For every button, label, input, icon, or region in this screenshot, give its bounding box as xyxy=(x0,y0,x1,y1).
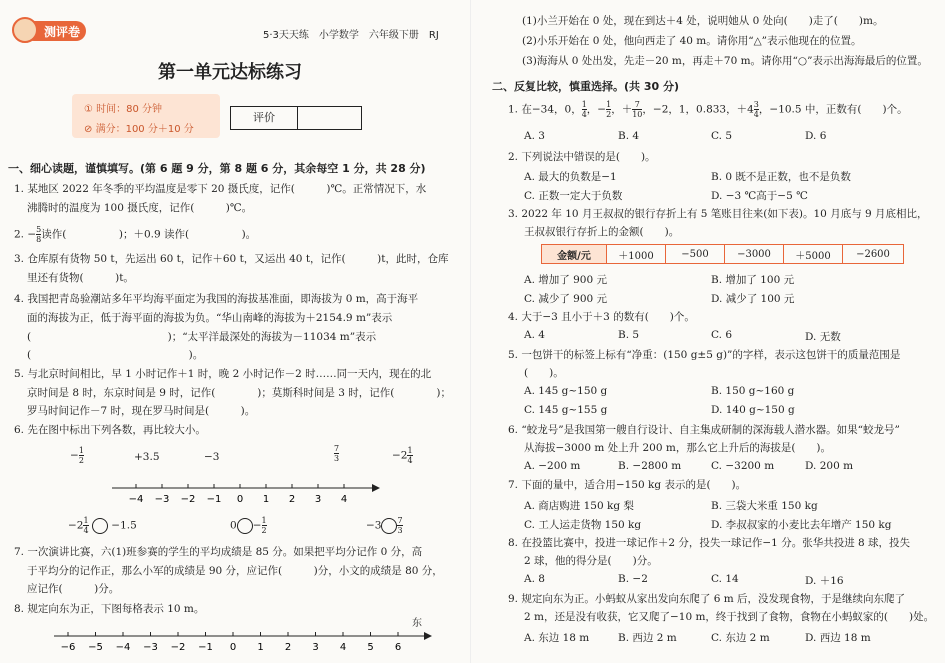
c6-option-c[interactable]: C. −3200 m xyxy=(711,460,775,472)
c8-option-c[interactable]: C. 14 xyxy=(711,573,739,585)
c1-f4-den: 4 xyxy=(753,110,759,119)
c6-option-d[interactable]: D. 200 m xyxy=(805,460,854,472)
money-cell: ＋5000 xyxy=(784,245,843,264)
c1-mid3: ，−2，1，0.833，＋4 xyxy=(642,103,754,116)
r8-part3: (3)海海从 0 处出发，先走－20 m，再走＋70 m。请你用“○”表示出海海最后的位置。 xyxy=(522,55,928,67)
axis-tick-label: 1 xyxy=(262,494,270,505)
section-1-heading: 一、细心读题，谨慎填写。(第 6 题 9 分，第 8 题 6 分，其余每空 1 分，共 28 分) xyxy=(8,162,426,175)
c1-frac3 xyxy=(632,100,642,119)
axis-tick-label: 6 xyxy=(394,642,402,653)
c4-option-c[interactable]: C. 6 xyxy=(711,329,733,341)
c2-option-d[interactable]: D. −3 ℃高于−5 ℃ xyxy=(711,190,808,202)
axis-tick-label: 3 xyxy=(312,642,319,653)
c3-option-c[interactable]: C. 减少了 900 元 xyxy=(524,293,608,305)
q6-n1-fraction xyxy=(79,446,84,465)
c1-f2-num: 1 xyxy=(606,100,612,109)
c1-prefix: 1. 在−34，0， xyxy=(508,103,582,116)
c1-mid2: ，＋ xyxy=(611,103,633,116)
q6-number-3-5: +3.5 xyxy=(134,451,160,463)
check-icon: ⊘ xyxy=(84,124,93,135)
c6-option-a[interactable]: A. −200 m xyxy=(524,460,581,472)
q6-number-neg-3: −3 xyxy=(204,451,220,463)
cmp2-b-num: 1 xyxy=(261,516,267,525)
c7-option-d[interactable]: D. 李叔叔家的小麦比去年增产 150 kg xyxy=(711,519,892,531)
q2 xyxy=(14,225,256,244)
c9-line1: 9. 规定向东为正。小蚂蚁从家出发向东爬了 6 m 后，没发现食物，于是继续向东爬了 xyxy=(508,593,906,605)
axis-tick-label: 1 xyxy=(257,642,264,653)
evaluation-box xyxy=(230,106,362,130)
money-header: 金额/元 xyxy=(542,245,607,264)
test-badge xyxy=(10,17,90,45)
money-cell: −2600 xyxy=(843,245,904,264)
c1-f3-num: 7 xyxy=(632,100,642,110)
c2: 2. 下列说法中错误的是( )。 xyxy=(508,151,656,163)
page-divider xyxy=(470,0,471,663)
c4-option-b[interactable]: B. 5 xyxy=(618,329,640,341)
c3-line1: 3. 2022 年 10 月王叔叔的银行存折上有 5 笔账目往来(如下表)。10 月底与 9 月底相比， xyxy=(508,208,928,220)
c5-line1: 5. 一包饼干的标签上标有“净重：(150 g±5 g)”的字样，表示这包饼干的质量范围是 xyxy=(508,349,901,361)
c9-option-b[interactable]: B. 西边 2 m xyxy=(618,632,677,644)
q3-line1: 3. 仓库原有货物 50 t，先运出 60 t，记作＋60 t，又运出 40 t，记作( )t，此时，仓库 xyxy=(14,253,449,265)
axis-tick-label: −1 xyxy=(206,494,222,505)
time-limit: 时间：80 分钟 xyxy=(96,104,163,115)
axis-tick-label: 0 xyxy=(236,494,244,505)
c5-option-b[interactable]: B. 150 g~160 g xyxy=(711,385,795,397)
q4-line4: ( )。 xyxy=(27,349,204,361)
c2-option-c[interactable]: C. 正数一定大于负数 xyxy=(524,190,623,202)
east-label: 东 xyxy=(412,618,422,629)
info-box xyxy=(72,94,220,138)
c5-option-a[interactable]: A. 145 g~150 g xyxy=(524,385,608,397)
q6-number-neg-2-quarter xyxy=(392,446,413,465)
cmp2-b-den: 2 xyxy=(261,526,267,535)
c9-option-a[interactable]: A. 东边 18 m xyxy=(524,632,590,644)
money-cell: −3000 xyxy=(725,245,784,264)
c1-option-a[interactable]: A. 3 xyxy=(524,130,545,142)
cmp2-b-fraction xyxy=(262,516,267,535)
c8-line2: 2 球，他的得分是( )分。 xyxy=(524,555,658,567)
money-cell: −500 xyxy=(666,245,725,264)
c8-option-b[interactable]: B. −2 xyxy=(618,573,648,585)
compare-3 xyxy=(366,516,403,535)
q6-number-7-3 xyxy=(334,444,339,463)
cmp1-a-num: 1 xyxy=(83,516,89,525)
number-line-2 xyxy=(52,628,432,658)
q6-n5-whole: −2 xyxy=(392,449,408,462)
c5-option-c[interactable]: C. 145 g~155 g xyxy=(524,404,608,416)
c9-option-c[interactable]: C. 东边 2 m xyxy=(711,632,770,644)
q7-line2: 于平均分的记作正，那么小军的成绩是 90 分，应记作( )分，小文的成绩是 80 分， xyxy=(27,565,443,577)
badge-label: 测评卷 xyxy=(44,25,81,39)
c6-line1: 6. “蛟龙号”是我国第一艘自行设计、自主集成研制的深海载人潜水器。如果“蛟龙号” xyxy=(508,424,900,436)
q8: 8. 规定向东为正，下图每格表示 10 m。 xyxy=(14,603,205,615)
score-line xyxy=(84,120,194,135)
c7-option-b[interactable]: B. 三袋大米重 150 kg xyxy=(711,500,818,512)
c5-option-d[interactable]: D. 140 g~150 g xyxy=(711,404,795,416)
q6-n4-num: 7 xyxy=(334,444,340,453)
axis-tick-label: −5 xyxy=(88,642,103,653)
c8-option-d[interactable]: D. ＋16 xyxy=(805,575,844,587)
cmp3-b-num: 7 xyxy=(397,516,403,525)
c7: 7. 下面的量中，适合用−150 kg 表示的是( )。 xyxy=(508,479,747,491)
q6: 6. 先在图中标出下列各数，再比较大小。 xyxy=(14,424,206,436)
money-cell: ＋1000 xyxy=(607,245,666,264)
mascot-icon xyxy=(12,17,38,43)
c3-line2: 王叔叔银行存折上的金额( )。 xyxy=(524,226,680,238)
c1-f1-num: 1 xyxy=(581,100,587,109)
c4-option-a[interactable]: A. 4 xyxy=(524,329,545,341)
c3-option-a[interactable]: A. 增加了 900 元 xyxy=(524,274,607,286)
q6-n5-den: 4 xyxy=(407,456,413,465)
q4-line3: ( )；“太平洋最深处的海拔为－11034 m”表示 xyxy=(27,331,377,343)
axis-tick-label: 5 xyxy=(367,642,374,653)
clock-icon: ① xyxy=(84,104,93,115)
axis-tick-label: −3 xyxy=(143,642,158,653)
compare-2 xyxy=(230,516,267,535)
axis-tick-label: −3 xyxy=(154,494,170,505)
q7-line1: 7. 一次演讲比赛，六(1)班参赛的学生的平均成绩是 85 分。如果把平均分记作 0 分，高 xyxy=(14,546,423,558)
q6-n4-den: 3 xyxy=(334,454,340,463)
c5-line2: ( )。 xyxy=(524,367,564,379)
c1-suffix: ，−10.5 中，正数有( )个。 xyxy=(758,103,908,116)
c9-line2: 2 m，还是没有收获，它又爬了−10 m，终于找到了食物，食物在小蚂蚁家的( )处。 xyxy=(524,611,935,623)
axis-tick-label: 4 xyxy=(339,642,347,653)
compare-circle-2[interactable] xyxy=(237,518,253,534)
cmp3-b-den: 3 xyxy=(397,526,403,535)
q6-n1-num: 1 xyxy=(78,446,84,455)
q6-number-neg-half xyxy=(70,446,84,465)
q1-line1: 1. 某地区 2022 年冬季的平均温度是零下 20 摄氏度，记作( )℃。正常情况下，水 xyxy=(14,183,427,195)
number-line-1 xyxy=(110,478,380,508)
time-line xyxy=(84,100,162,115)
c1 xyxy=(508,100,908,119)
axis-tick-label: 2 xyxy=(284,642,292,653)
q2-prefix: 2. − xyxy=(14,228,37,241)
c1-f1-den: 4 xyxy=(581,110,587,119)
cmp2-a: 0 xyxy=(230,519,237,532)
axis-tick-label: 0 xyxy=(229,642,237,653)
c2-option-a[interactable]: A. 最大的负数是−1 xyxy=(524,171,617,183)
axis-tick-label: −2 xyxy=(180,494,196,505)
q4-line1: 4. 我国把青岛验潮站多年平均海平面定为我国的海拔基准面，即海拔为 0 m，高于海平 xyxy=(14,293,419,305)
c2-option-b[interactable]: B. 0 既不是正数，也不是负数 xyxy=(711,171,851,183)
section-2-heading: 二、反复比较，慎重选择。(共 30 分) xyxy=(492,80,680,93)
c8-option-a[interactable]: A. 8 xyxy=(524,573,545,585)
q6-n1-sign: − xyxy=(70,449,79,462)
cmp1-a-den: 4 xyxy=(83,526,89,535)
compare-circle-1[interactable] xyxy=(92,518,108,534)
c3-option-d[interactable]: D. 减少了 100 元 xyxy=(711,293,795,305)
c1-f4-num: 3 xyxy=(753,100,759,109)
cmp1-a-fraction xyxy=(83,516,88,535)
compare-1 xyxy=(68,516,137,535)
r8-part2: (2)小乐开始在 0 处，他向西走了 40 m。请你用“△”表示他现在的位置。 xyxy=(522,35,862,47)
c7-option-c[interactable]: C. 工人运走货物 150 kg xyxy=(524,519,642,531)
q5-line1: 5. 与北京时间相比，早 1 小时记作＋1 时，晚 2 小时记作－2 时……同一天内，现在的北 xyxy=(14,368,432,380)
q2-denominator: 8 xyxy=(36,235,42,244)
axis-tick-label: −4 xyxy=(128,494,144,505)
q6-n5-fraction xyxy=(407,446,412,465)
c3-option-b[interactable]: B. 增加了 100 元 xyxy=(711,274,795,286)
c8-line1: 8. 在投篮比赛中，投进一球记作＋2 分，投失一球记作−1 分。张华共投进 8 球，投失 xyxy=(508,537,911,549)
book-info: 5·3天天练 小学数学 六年级下册 RJ xyxy=(263,30,439,41)
c1-mid1: ，− xyxy=(586,103,607,116)
axis-tick-label: −4 xyxy=(115,642,131,653)
axis-tick-label: −6 xyxy=(60,642,76,653)
c1-option-c[interactable]: C. 5 xyxy=(711,130,733,142)
q7-line3: 应记作( )分。 xyxy=(27,583,120,595)
q6-n4-fraction xyxy=(334,444,339,463)
c6-option-b[interactable]: B. −2800 m xyxy=(618,460,682,472)
axis-tick-label: −2 xyxy=(170,642,186,653)
evaluation-label: 评价 xyxy=(231,107,298,129)
compare-circle-3[interactable] xyxy=(381,518,397,534)
c1-option-b[interactable]: B. 4 xyxy=(618,130,640,142)
q2-text: 读作( )；＋0.9 读作( )。 xyxy=(41,228,257,241)
c4: 4. 大于−3 且小于＋3 的数有( )个。 xyxy=(508,311,695,323)
q6-n1-den: 2 xyxy=(78,456,84,465)
c1-f2-den: 2 xyxy=(606,110,612,119)
c1-f3-den: 10 xyxy=(632,110,643,119)
c4-option-d[interactable]: D. 无数 xyxy=(805,331,841,343)
axis-tick-label: −1 xyxy=(198,642,213,653)
c6-line2: 从海拔−3000 m 处上升 200 m，那么它上升后的海拔是( )。 xyxy=(524,442,832,454)
q1-line2: 沸腾时的温度为 100 摄氏度，记作( )℃。 xyxy=(27,202,253,214)
c1-option-d[interactable]: D. 6 xyxy=(805,130,827,142)
page-title: 第一单元达标练习 xyxy=(158,62,302,83)
cmp3-b-fraction xyxy=(397,516,402,535)
axis-tick-label: 4 xyxy=(340,494,348,505)
q4-line2: 面的海拔为正，低于海平面的海拔为负。“华山南峰的海拔为＋2154.9 m”表示 xyxy=(27,312,393,324)
axis-tick-label: 2 xyxy=(288,494,296,505)
q3-line2: 里还有货物( )t。 xyxy=(27,272,134,284)
account-table xyxy=(541,244,904,264)
q5-line2: 京时间是 8 时，东京时间是 9 时，记作( )；莫斯科时间是 3 时，记作( )； xyxy=(27,387,451,399)
full-score: 满分：100 分＋10 分 xyxy=(95,124,194,135)
c7-option-a[interactable]: A. 商店购进 150 kg 梨 xyxy=(524,500,634,512)
cmp1-a-whole: −2 xyxy=(68,519,84,532)
q6-n5-num: 1 xyxy=(407,446,413,455)
cmp1-b: −1.5 xyxy=(111,519,137,532)
cmp3-a: −3 xyxy=(366,519,382,532)
c9-option-d[interactable]: D. 西边 18 m xyxy=(805,632,871,644)
q2-numerator: 5 xyxy=(36,225,42,234)
r8-part1: (1)小兰开始在 0 处，现在到达＋4 处，说明她从 0 处向( )走了( )m。 xyxy=(522,15,884,27)
cmp2-b-sign: − xyxy=(252,519,262,532)
q5-line3: 罗马时间记作－7 时，现在罗马时间是( )。 xyxy=(27,405,256,417)
axis-tick-label: 3 xyxy=(314,494,322,505)
